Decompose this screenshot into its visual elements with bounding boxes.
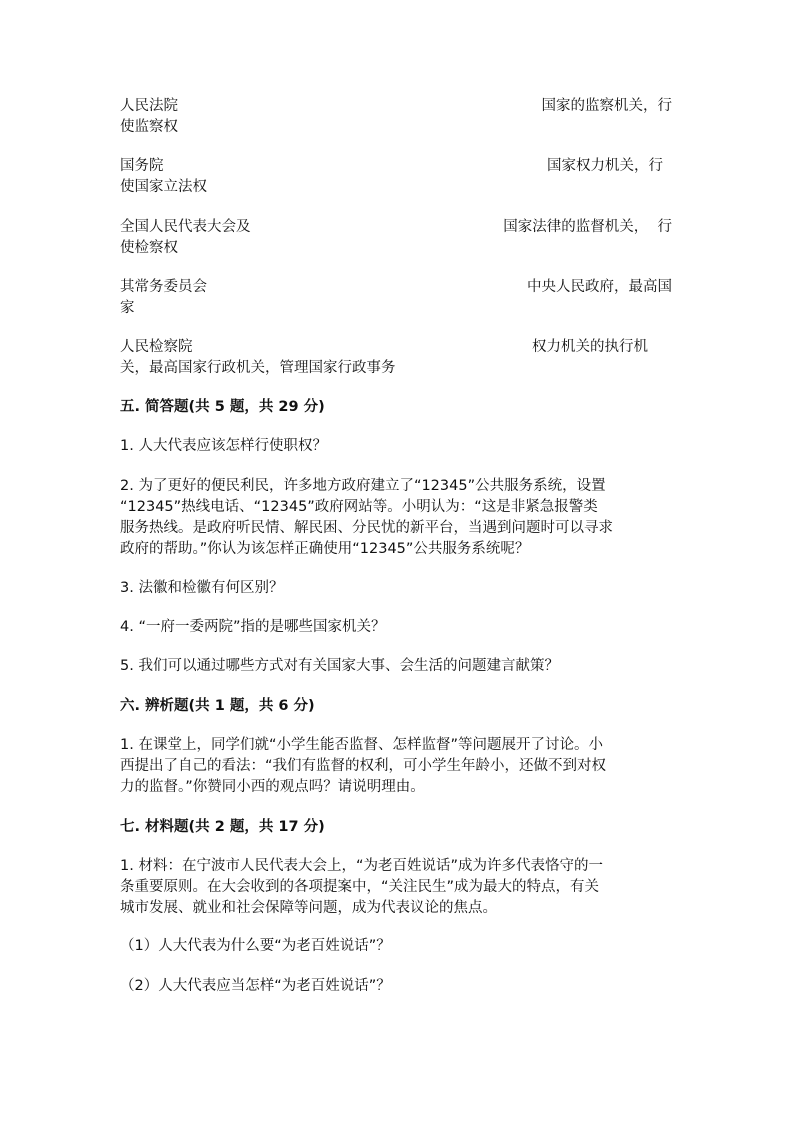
section6-q1: [120, 735, 680, 798]
section6-q1-line: 西提出了自己的看法：“我们有监督的权利，可小学生年龄小，还做不到对权: [120, 758, 607, 774]
section5-q5: 5. 我们可以通过哪些方式对有关国家大事、会生活的问题建言献策？: [120, 658, 559, 674]
section5-q2-line: 2. 为了更好的便民利民，许多地方政府建立了“12345”公共服务系统，设置: [120, 478, 606, 494]
section5-heading: 五. 简答题(共 5 题，共 29 分): [120, 399, 325, 415]
match-left-4: 其常务委员会: [120, 279, 207, 295]
match-left-5: 人民检察院: [120, 339, 193, 355]
section6-heading: 六. 辨析题(共 1 题，共 6 分): [120, 698, 315, 714]
section5-q3: 3. 法徽和检徽有何区别？: [120, 580, 284, 596]
match-cont-3: 使检察权: [120, 240, 178, 256]
match-left-3: 全国人民代表大会及: [120, 219, 251, 235]
section5-q2-line: 服务热线。是政府听民情、解民困、分民忧的新平台，当遇到问题时可以寻求: [120, 520, 613, 536]
section7-q1: [120, 856, 680, 919]
match-right-1: 国家的监察机关，行: [541, 98, 672, 114]
match-left-2: 国务院: [120, 158, 164, 174]
section6-q1-line: 1. 在课堂上，同学们就“小学生能否监督、怎样监督”等问题展开了讨论。小: [120, 737, 603, 753]
section7-q1-line: 1. 材料：在宁波市人民代表大会上，“为老百姓说话”成为许多代表恪守的一: [120, 858, 603, 874]
section5-q4: 4. “一府一委两院”指的是哪些国家机关？: [120, 619, 386, 635]
section6-q1-line: 力的监督。”你赞同小西的观点吗？请说明理由。: [120, 779, 425, 795]
match-cont-5: 关，最高国家行政机关，管理国家行政事务: [120, 360, 396, 376]
section5-q2: [120, 476, 680, 560]
match-right-3: 国家法律的监督机关， 行: [503, 219, 672, 235]
match-cont-1: 使监察权: [120, 119, 178, 135]
match-right-5: 权力机关的执行机: [532, 339, 648, 355]
section7-heading: 七. 材料题(共 2 题，共 17 分): [120, 819, 325, 835]
section5-q2-line: “12345”热线电话、“12345”政府网站等。小明认为：“这是非紧急报警类: [120, 499, 598, 515]
section7-sub1: （1）人大代表为什么要“为老百姓说话”？: [120, 938, 391, 954]
section7-q1-line: 城市发展、就业和社会保障等问题，成为代表议论的焦点。: [120, 900, 497, 916]
match-right-4: 中央人民政府，最高国: [527, 279, 672, 295]
match-left-1: 人民法院: [120, 98, 178, 114]
section7-sub2: （2）人大代表应当怎样“为老百姓说话”？: [120, 978, 391, 994]
match-cont-4: 家: [120, 300, 135, 316]
section5-q1: 1. 人大代表应该怎样行使职权？: [120, 438, 327, 454]
match-right-2: 国家权力机关，行: [547, 158, 663, 174]
section7-q1-line: 条重要原则。在大会收到的各项提案中，“关注民生”成为最大的特点，有关: [120, 879, 600, 895]
match-cont-2: 使国家立法权: [120, 179, 207, 195]
section5-q2-line: 政府的帮助。”你认为该怎样正确使用“12345”公共服务系统呢？: [120, 541, 530, 557]
